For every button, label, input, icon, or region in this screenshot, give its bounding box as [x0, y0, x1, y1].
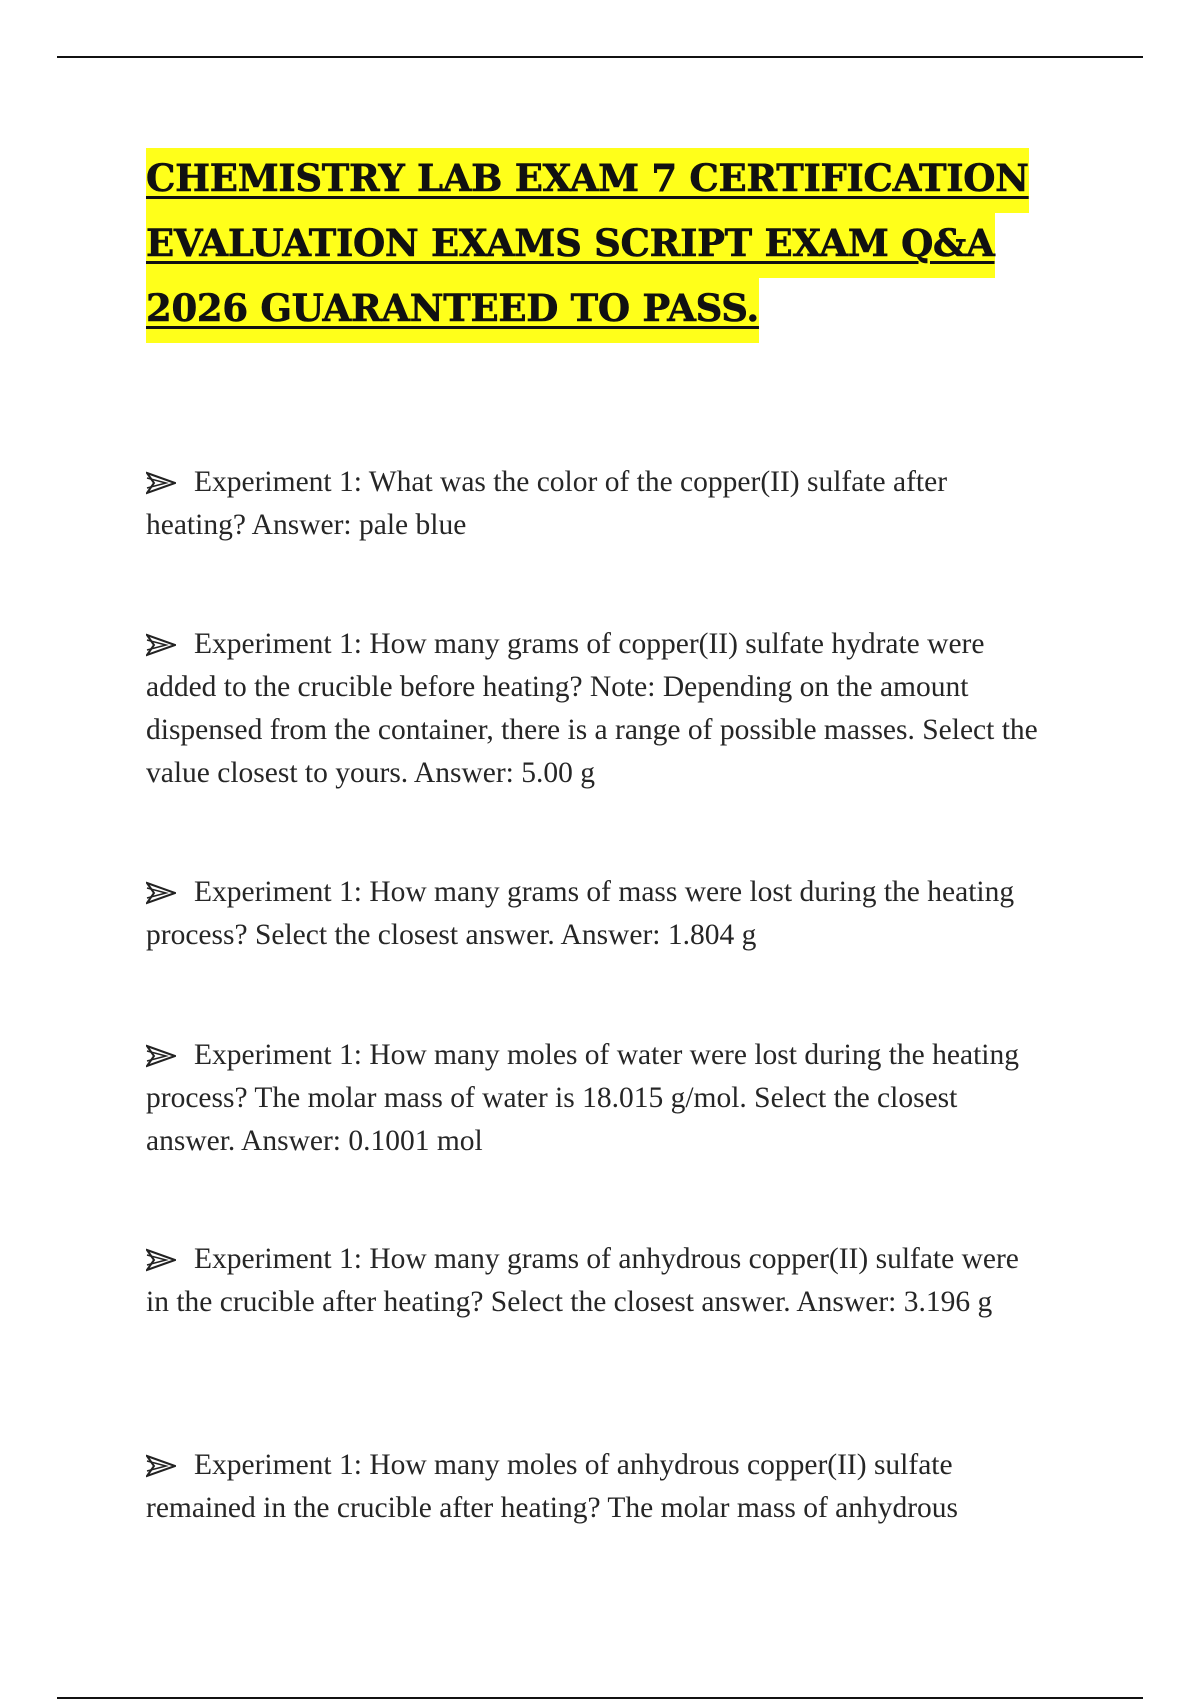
document-title: [146, 148, 1046, 343]
bottom-rule: [57, 1697, 1143, 1699]
question-item: [146, 1238, 1046, 1324]
question-item: [146, 871, 1046, 957]
question-item: [146, 461, 1046, 547]
question-text: Experiment 1: How many moles of water were lost during the heating process? The molar mass of water is 18.015 g/mol. Select the closest answer. Answer: 0.1001 mol: [146, 1039, 1019, 1157]
question-text: Experiment 1: How many grams of anhydrous copper(II) sulfate were in the crucible after heating? Select the closest answer. Answer: 3.196 g: [146, 1243, 1019, 1318]
title-line: 2026 GUARANTEED TO PASS.: [146, 278, 759, 343]
title-line: CHEMISTRY LAB EXAM 7 CERTIFICATION: [146, 148, 1029, 213]
question-item: [146, 623, 1046, 795]
question-text: Experiment 1: How many grams of mass were lost during the heating process? Select the closest answer. Answer: 1.804 g: [146, 876, 1015, 951]
question-text: Experiment 1: How many moles of anhydrous copper(II) sulfate remained in the crucible after heating? The molar mass of anhydrous: [146, 1449, 959, 1524]
question-text: Experiment 1: How many grams of copper(II) sulfate hydrate were added to the crucible before heating? Note: Depending on the amount dispensed from the container, there is a range of possible masses. Select the value closest to yours. Answer: 5.00 g: [146, 628, 1038, 789]
title-line: EVALUATION EXAMS SCRIPT EXAM Q&A: [146, 213, 995, 278]
question-item: [146, 1034, 1046, 1163]
question-text: Experiment 1: What was the color of the copper(II) sulfate after heating? Answer: pale blue: [146, 466, 948, 541]
top-rule: [57, 56, 1143, 58]
question-item: [146, 1444, 1046, 1530]
